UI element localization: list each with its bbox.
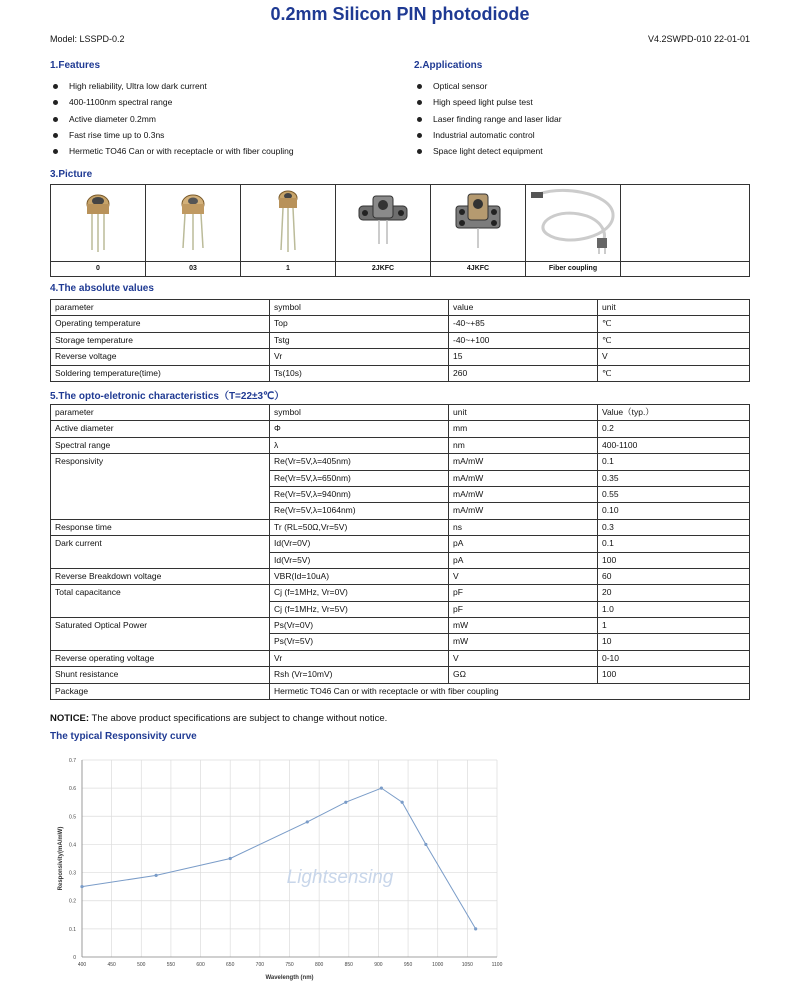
x-tick-label: 650 <box>226 962 235 968</box>
table-header-cell: unit <box>598 300 750 316</box>
table-cell: Reverse operating voltage <box>51 650 270 666</box>
data-point <box>344 801 347 804</box>
table-cell: Top <box>270 316 449 332</box>
y-tick-label: 0 <box>73 955 76 961</box>
table-row <box>51 454 750 470</box>
table-cell: pA <box>449 536 598 552</box>
opto-characteristics-table <box>50 404 750 700</box>
table-row <box>51 536 750 552</box>
x-tick-label: 900 <box>374 962 383 968</box>
table-row <box>51 683 750 699</box>
table-cell: Reverse Breakdown voltage <box>51 568 270 584</box>
absolute-heading: 4.The absolute values <box>50 283 154 294</box>
opto-heading: 5.The opto-eletronic characteristics（T=22±3℃） <box>50 391 285 402</box>
x-tick-label: 850 <box>344 962 353 968</box>
table-cell: Vr <box>270 650 449 666</box>
data-point <box>306 820 309 823</box>
table-cell: Shunt resistance <box>51 667 270 683</box>
features-list <box>50 78 294 159</box>
picture-table <box>50 184 750 277</box>
chart-watermark: Lightsensing <box>286 867 394 888</box>
data-point <box>155 874 158 877</box>
table-header-cell: symbol <box>270 405 449 421</box>
x-tick-label: 1000 <box>432 962 444 968</box>
table-cell: mA/mW <box>449 486 598 502</box>
responsivity-chart <box>50 750 510 995</box>
chart-x-label: Wavelength (nm) <box>265 975 314 981</box>
x-tick-label: 450 <box>107 962 116 968</box>
product-image-4jkfc <box>431 185 526 262</box>
page-title: 0.2mm Silicon PIN photodiode <box>270 4 530 24</box>
table-cell: Ts(10s) <box>270 365 449 381</box>
x-tick-label: 550 <box>166 962 176 968</box>
x-tick-label: 750 <box>285 962 294 968</box>
notice-label: NOTICE: <box>50 713 90 724</box>
table-cell: V <box>598 349 750 365</box>
x-tick-label: 800 <box>314 962 324 968</box>
table-cell: GΩ <box>449 667 598 683</box>
y-tick-label: 0.3 <box>69 870 76 877</box>
table-cell: ℃ <box>598 316 750 332</box>
picture-label: 2JKFC <box>336 262 431 277</box>
table-cell: Id(Vr=0V) <box>270 536 449 552</box>
y-tick-label: 0.2 <box>69 898 76 905</box>
data-point <box>424 843 427 846</box>
table-row <box>51 437 750 453</box>
table-cell: Storage temperature <box>51 332 270 348</box>
x-tick-label: 400 <box>77 962 87 968</box>
list-item: Optical sensor <box>414 78 562 94</box>
table-cell: Dark current <box>51 536 270 569</box>
table-cell: VBR(Id=10uA) <box>270 568 449 584</box>
table-cell: -40~+85 <box>449 316 598 332</box>
picture-empty-label <box>621 262 750 277</box>
table-cell: Spectral range <box>51 437 270 453</box>
applications-heading: 2.Applications <box>414 60 483 71</box>
product-image-2jkfc <box>336 185 431 262</box>
table-cell: nm <box>449 437 598 453</box>
data-point <box>380 787 383 790</box>
curve-heading: The typical Responsivity curve <box>50 731 197 742</box>
data-point <box>401 801 404 804</box>
table-cell: V <box>449 568 598 584</box>
x-tick-label: 1050 <box>461 962 473 968</box>
table-row <box>51 332 750 348</box>
list-item: Laser finding range and laser lidar <box>414 111 562 127</box>
table-header-cell: value <box>449 300 598 316</box>
table-header-cell: parameter <box>51 300 270 316</box>
picture-label: Fiber coupling <box>526 262 621 277</box>
absolute-values-table <box>50 299 750 382</box>
table-header-cell: unit <box>449 405 598 421</box>
x-tick-label: 1100 <box>491 962 503 968</box>
table-cell: ℃ <box>598 365 750 381</box>
product-image-1 <box>241 185 336 262</box>
table-row <box>51 421 750 437</box>
table-cell: Re(Vr=5V,λ=1064nm) <box>270 503 449 519</box>
table-cell: Φ <box>270 421 449 437</box>
x-tick-label: 950 <box>403 962 413 968</box>
table-row <box>51 365 750 381</box>
table-cell: Rsh (Vr=10mV) <box>270 667 449 683</box>
model-number: Model: LSSPD-0.2 <box>50 34 125 44</box>
table-cell: 0.3 <box>598 519 750 535</box>
list-item: High speed light pulse test <box>414 94 562 110</box>
table-cell: Vr <box>270 349 449 365</box>
table-cell: 0-10 <box>598 650 750 666</box>
picture-label: 1 <box>241 262 336 277</box>
table-cell: Cj (f=1MHz, Vr=5V) <box>270 601 449 617</box>
table-cell: Cj (f=1MHz, Vr=0V) <box>270 585 449 601</box>
product-image-03 <box>146 185 241 262</box>
table-cell: Hermetic TO46 Can or with receptacle or with fiber coupling <box>270 683 750 699</box>
list-item: Industrial automatic control <box>414 127 562 143</box>
features-heading: 1.Features <box>50 60 101 71</box>
table-cell: Id(Vr=5V) <box>270 552 449 568</box>
table-cell: Operating temperature <box>51 316 270 332</box>
picture-heading: 3.Picture <box>50 169 93 180</box>
table-cell: Ps(Vr=5V) <box>270 634 449 650</box>
table-cell: Ps(Vr=0V) <box>270 618 449 634</box>
table-cell: 0.2 <box>598 421 750 437</box>
table-cell: λ <box>270 437 449 453</box>
table-row <box>51 585 750 601</box>
table-cell: Package <box>51 683 270 699</box>
x-tick-label: 700 <box>255 962 265 968</box>
table-cell: 100 <box>598 667 750 683</box>
product-image-fiber-coupling <box>526 185 621 262</box>
table-cell: Responsivity <box>51 454 270 520</box>
list-item: Active diameter 0.2mm <box>50 111 294 127</box>
table-cell: 15 <box>449 349 598 365</box>
table-cell: 60 <box>598 568 750 584</box>
applications-list <box>414 78 562 159</box>
table-row <box>51 519 750 535</box>
table-cell: Re(Vr=5V,λ=940nm) <box>270 486 449 502</box>
product-image-0 <box>51 185 146 262</box>
table-cell: V <box>449 650 598 666</box>
table-header-row <box>51 405 750 421</box>
table-cell: 20 <box>598 585 750 601</box>
picture-label: 03 <box>146 262 241 277</box>
table-cell: 0.1 <box>598 536 750 552</box>
chart-y-label: Responsivity(mA/mW) <box>58 826 64 891</box>
table-cell: Response time <box>51 519 270 535</box>
picture-empty-cell <box>621 185 750 262</box>
table-cell: 0.35 <box>598 470 750 486</box>
table-cell: Re(Vr=5V,λ=650nm) <box>270 470 449 486</box>
table-cell: 260 <box>449 365 598 381</box>
picture-label: 0 <box>51 262 146 277</box>
table-cell: mA/mW <box>449 454 598 470</box>
table-header-cell: symbol <box>270 300 449 316</box>
table-row <box>51 650 750 666</box>
table-cell: Reverse voltage <box>51 349 270 365</box>
table-cell: Tstg <box>270 332 449 348</box>
table-cell: ℃ <box>598 332 750 348</box>
table-cell: mA/mW <box>449 503 598 519</box>
y-tick-label: 0.4 <box>69 842 76 849</box>
table-cell: Re(Vr=5V,λ=405nm) <box>270 454 449 470</box>
table-cell: 0.1 <box>598 454 750 470</box>
data-point <box>229 857 232 860</box>
table-header-cell: parameter <box>51 405 270 421</box>
table-header-row <box>51 300 750 316</box>
table-row <box>51 568 750 584</box>
notice-text: The above product specifications are subject to change without notice. <box>89 713 388 724</box>
table-cell: 400-1100 <box>598 437 750 453</box>
table-row <box>51 349 750 365</box>
table-row <box>51 618 750 634</box>
data-point <box>80 885 83 888</box>
table-cell: 0.10 <box>598 503 750 519</box>
list-item: Space light detect equipment <box>414 143 562 159</box>
table-cell: mW <box>449 634 598 650</box>
y-tick-label: 0.5 <box>69 814 76 821</box>
picture-label: 4JKFC <box>431 262 526 277</box>
table-cell: Soldering temperature(time) <box>51 365 270 381</box>
table-row <box>51 667 750 683</box>
list-item: 400-1100nm spectral range <box>50 94 294 110</box>
table-cell: Total capacitance <box>51 585 270 618</box>
table-row <box>51 316 750 332</box>
table-cell: mm <box>449 421 598 437</box>
list-item: Fast rise time up to 0.3ns <box>50 127 294 143</box>
table-cell: pF <box>449 601 598 617</box>
table-cell: ns <box>449 519 598 535</box>
table-cell: -40~+100 <box>449 332 598 348</box>
table-cell: Saturated Optical Power <box>51 618 270 651</box>
list-item: High reliability, Ultra low dark current <box>50 78 294 94</box>
notice <box>50 713 387 724</box>
list-item: Hermetic TO46 Can or with receptacle or with fiber coupling <box>50 143 294 159</box>
y-tick-label: 0.7 <box>69 758 76 764</box>
y-tick-label: 0.6 <box>69 786 76 793</box>
table-cell: Active diameter <box>51 421 270 437</box>
table-cell: Tr (RL=50Ω,Vr=5V) <box>270 519 449 535</box>
table-cell: mW <box>449 618 598 634</box>
table-cell: 10 <box>598 634 750 650</box>
table-cell: 1.0 <box>598 601 750 617</box>
data-point <box>474 927 477 930</box>
table-cell: pF <box>449 585 598 601</box>
table-cell: 1 <box>598 618 750 634</box>
table-header-cell: Value（typ.） <box>598 405 750 421</box>
y-tick-label: 0.1 <box>69 926 76 933</box>
table-cell: mA/mW <box>449 470 598 486</box>
x-tick-label: 500 <box>137 962 146 968</box>
table-cell: 0.55 <box>598 486 750 502</box>
table-cell: 100 <box>598 552 750 568</box>
version-date: V4.2SWPD-010 22-01-01 <box>647 34 750 44</box>
x-tick-label: 600 <box>196 962 205 968</box>
table-cell: pA <box>449 552 598 568</box>
